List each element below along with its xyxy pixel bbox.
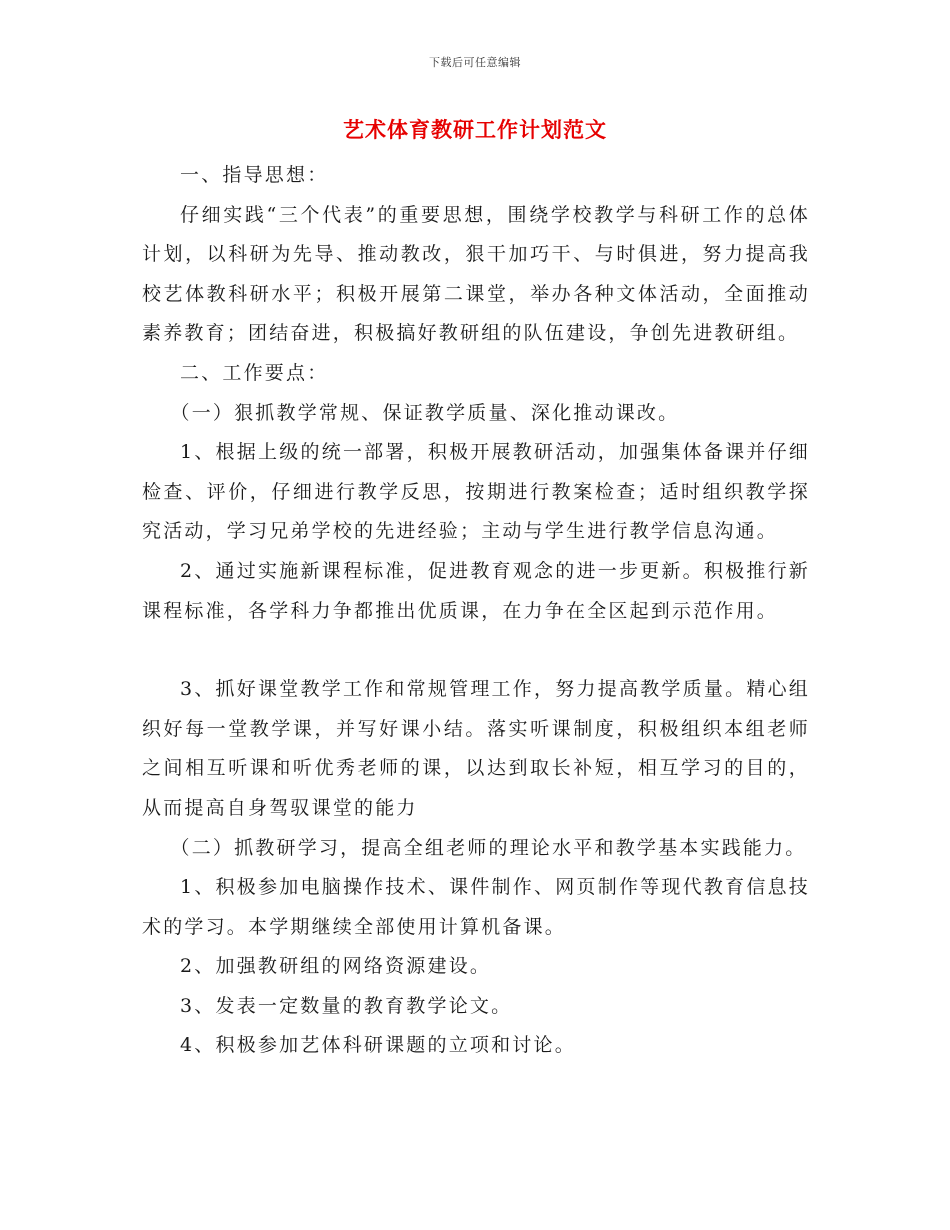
list-item-1-1: 1、根据上级的统一部署，积极开展教研活动，加强集体备课并仔细检查、评价，仔细进行教学反思，按期进行教案检查；适时组织教学探究活动，学习兄弟学校的先进经验；主动与学生进行教学信息沟通。 — [142, 441, 810, 543]
list-item-2-2: 2、加强教研组的网络资源建设。 — [180, 955, 492, 978]
document-title: 艺术体育教研工作计划范文 — [343, 117, 607, 142]
list-item-2-4: 4、积极参加艺体科研课题的立项和讨论。 — [180, 1034, 576, 1057]
subsection-heading-2: （二）抓教研学习，提高全组老师的理论水平和教学基本实践能力。 — [170, 836, 807, 859]
section-heading-guiding-thought: 一、指导思想： — [180, 164, 329, 186]
document-body — [142, 156, 810, 1066]
paragraph-guiding-thought: 仔细实践“三个代表”的重要思想，围绕学校教学与科研工作的总体计划，以科研为先导、推动教改，狠干加巧干、与时俱进，努力提高我校艺体教科研水平；积极开展第二课堂，举办各种文体活动，全面推动素养教育；团结奋进，积极搞好教研组的队伍建设，争创先进教研组。 — [142, 203, 810, 345]
list-item-1-2: 2、通过实施新课程标准，促进教育观念的进一步更新。积极推行新课程标准，各学科力争都推出优质课，在力争在全区起到示范作用。 — [142, 559, 810, 622]
section-heading-work-points: 二、工作要点： — [180, 361, 329, 384]
list-item-1-3: 3、抓好课堂教学工作和常规管理工作，努力提高教学质量。精心组织好每一堂教学课，并写好课小结。落实听课制度，积极组织本组老师之间相互听课和听优秀老师的课，以达到取长补短，相互学习的目的，从而提高自身驾驭课堂的能力 — [142, 678, 810, 819]
header-note: 下载后可任意编辑 — [429, 56, 521, 69]
subsection-heading-1: （一）狠抓教学常规、保证教学质量、深化推动课改。 — [170, 401, 680, 424]
list-item-2-1: 1、积极参加电脑操作技术、课件制作、网页制作等现代教育信息技术的学习。本学期继续全部使用计算机备课。 — [142, 876, 810, 938]
list-item-2-3: 3、发表一定数量的教育教学论文。 — [180, 994, 513, 1017]
